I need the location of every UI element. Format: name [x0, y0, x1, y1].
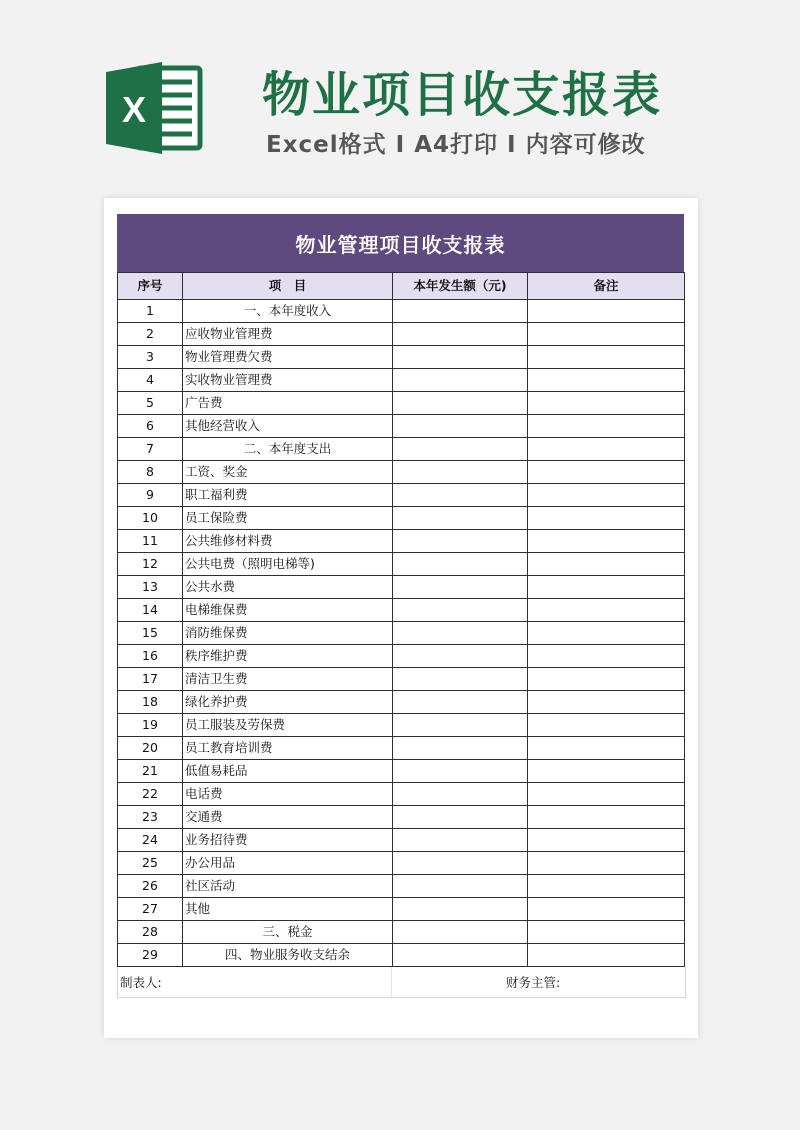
item-cell[interactable]: 办公用品 [183, 852, 393, 875]
item-cell[interactable]: 员工服装及劳保费 [183, 714, 393, 737]
item-cell[interactable]: 交通费 [183, 806, 393, 829]
remarks-cell[interactable] [528, 645, 685, 668]
item-cell[interactable]: 低值易耗品 [183, 760, 393, 783]
item-cell[interactable]: 公共水费 [183, 576, 393, 599]
remarks-cell[interactable] [528, 622, 685, 645]
amount-cell[interactable] [393, 760, 528, 783]
amount-cell[interactable] [393, 507, 528, 530]
amount-cell[interactable] [393, 438, 528, 461]
remarks-cell[interactable] [528, 392, 685, 415]
item-cell[interactable]: 业务招待费 [183, 829, 393, 852]
table-row [118, 829, 685, 852]
item-cell[interactable]: 秩序维护费 [183, 645, 393, 668]
remarks-cell[interactable] [528, 668, 685, 691]
row-number-cell[interactable]: 19 [118, 714, 183, 737]
item-cell[interactable]: 社区活动 [183, 875, 393, 898]
amount-cell[interactable] [393, 852, 528, 875]
item-cell[interactable]: 电梯维保费 [183, 599, 393, 622]
table-row [118, 461, 685, 484]
table-row [118, 553, 685, 576]
remarks-cell[interactable] [528, 875, 685, 898]
amount-cell[interactable] [393, 576, 528, 599]
table-row [118, 484, 685, 507]
column-header-item: 项 目 [183, 273, 393, 300]
report-title-band: 物业管理项目收支报表 [117, 214, 684, 272]
page-header [0, 0, 800, 200]
item-cell[interactable]: 公共电费（照明电梯等) [183, 553, 393, 576]
row-number-cell[interactable]: 20 [118, 737, 183, 760]
row-number-cell[interactable]: 2 [118, 323, 183, 346]
amount-cell[interactable] [393, 668, 528, 691]
remarks-cell[interactable] [528, 369, 685, 392]
table-row [118, 714, 685, 737]
row-number-cell[interactable]: 18 [118, 691, 183, 714]
supervisor-label: 财务主管: [506, 975, 561, 990]
table-row [118, 737, 685, 760]
remarks-cell[interactable] [528, 806, 685, 829]
row-number-cell[interactable]: 23 [118, 806, 183, 829]
remarks-cell[interactable] [528, 599, 685, 622]
row-number-cell[interactable]: 3 [118, 346, 183, 369]
remarks-cell[interactable] [528, 783, 685, 806]
row-number-cell[interactable]: 5 [118, 392, 183, 415]
row-number-cell[interactable]: 7 [118, 438, 183, 461]
item-cell[interactable]: 电话费 [183, 783, 393, 806]
row-number-cell[interactable]: 28 [118, 921, 183, 944]
item-cell[interactable]: 绿化养护费 [183, 691, 393, 714]
amount-cell[interactable] [393, 898, 528, 921]
table-row [118, 599, 685, 622]
remarks-cell[interactable] [528, 415, 685, 438]
amount-cell[interactable] [393, 300, 528, 323]
remarks-cell[interactable] [528, 714, 685, 737]
row-number-cell[interactable]: 15 [118, 622, 183, 645]
row-number-cell[interactable]: 16 [118, 645, 183, 668]
row-number-cell[interactable]: 26 [118, 875, 183, 898]
amount-cell[interactable] [393, 806, 528, 829]
row-number-cell[interactable]: 9 [118, 484, 183, 507]
item-cell[interactable]: 工资、奖金 [183, 461, 393, 484]
row-number-cell[interactable]: 27 [118, 898, 183, 921]
column-header-no: 序号 [118, 273, 183, 300]
amount-cell[interactable] [393, 921, 528, 944]
remarks-cell[interactable] [528, 553, 685, 576]
amount-cell[interactable] [393, 346, 528, 369]
section-item-cell[interactable]: 四、物业服务收支结余 [183, 944, 393, 967]
remarks-cell[interactable] [528, 576, 685, 599]
amount-cell[interactable] [393, 645, 528, 668]
table-row [118, 898, 685, 921]
remarks-cell[interactable] [528, 852, 685, 875]
section-item-cell[interactable]: 二、本年度支出 [183, 438, 393, 461]
page-title: 物业项目收支报表 [262, 67, 663, 123]
remarks-cell[interactable] [528, 921, 685, 944]
table-row [118, 921, 685, 944]
remarks-cell[interactable] [528, 507, 685, 530]
row-number-cell[interactable]: 13 [118, 576, 183, 599]
logo-letter: X [121, 89, 147, 130]
table-row [118, 392, 685, 415]
table-row [118, 622, 685, 645]
table-row [118, 944, 685, 967]
remarks-cell[interactable] [528, 300, 685, 323]
table-row [118, 875, 685, 898]
remarks-cell[interactable] [528, 898, 685, 921]
item-cell[interactable]: 物业管理费欠费 [183, 346, 393, 369]
row-number-cell[interactable]: 21 [118, 760, 183, 783]
preparer-label: 制表人: [120, 975, 162, 990]
column-header-remarks: 备注 [528, 273, 685, 300]
table-row [118, 645, 685, 668]
remarks-cell[interactable] [528, 829, 685, 852]
table-row [118, 507, 685, 530]
row-number-cell[interactable]: 17 [118, 668, 183, 691]
table-row [118, 783, 685, 806]
amount-cell[interactable] [393, 599, 528, 622]
amount-cell[interactable] [393, 369, 528, 392]
amount-cell[interactable] [393, 553, 528, 576]
remarks-cell[interactable] [528, 530, 685, 553]
item-cell[interactable]: 广告费 [183, 392, 393, 415]
remarks-cell[interactable] [528, 323, 685, 346]
excel-logo-icon [104, 58, 204, 158]
item-cell[interactable]: 其他经营收入 [183, 415, 393, 438]
amount-cell[interactable] [393, 944, 528, 967]
remarks-cell[interactable] [528, 484, 685, 507]
item-cell[interactable]: 其他 [183, 898, 393, 921]
table-row [118, 668, 685, 691]
amount-cell[interactable] [393, 461, 528, 484]
remarks-cell[interactable] [528, 438, 685, 461]
table-row [118, 323, 685, 346]
row-number-cell[interactable]: 6 [118, 415, 183, 438]
row-number-cell[interactable]: 8 [118, 461, 183, 484]
amount-cell[interactable] [393, 484, 528, 507]
item-cell[interactable]: 清洁卫生费 [183, 668, 393, 691]
table-row [118, 369, 685, 392]
row-number-cell[interactable]: 4 [118, 369, 183, 392]
item-cell[interactable]: 应收物业管理费 [183, 323, 393, 346]
table-row [118, 806, 685, 829]
item-cell[interactable]: 消防维保费 [183, 622, 393, 645]
row-number-cell[interactable]: 14 [118, 599, 183, 622]
remarks-cell[interactable] [528, 760, 685, 783]
remarks-cell[interactable] [528, 346, 685, 369]
amount-cell[interactable] [393, 415, 528, 438]
amount-cell[interactable] [393, 622, 528, 645]
row-number-cell[interactable]: 1 [118, 300, 183, 323]
table-row [118, 346, 685, 369]
table-row [118, 576, 685, 599]
row-number-cell[interactable]: 10 [118, 507, 183, 530]
remarks-cell[interactable] [528, 461, 685, 484]
table-row [118, 438, 685, 461]
table-header-row [118, 273, 685, 300]
amount-cell[interactable] [393, 783, 528, 806]
table-body [118, 300, 685, 967]
report-paper [104, 198, 698, 1038]
row-number-cell[interactable]: 24 [118, 829, 183, 852]
row-number-cell[interactable]: 12 [118, 553, 183, 576]
item-cell[interactable]: 实收物业管理费 [183, 369, 393, 392]
amount-cell[interactable] [393, 714, 528, 737]
remarks-cell[interactable] [528, 944, 685, 967]
item-cell[interactable]: 公共维修材料费 [183, 530, 393, 553]
item-cell[interactable]: 员工教育培训费 [183, 737, 393, 760]
row-number-cell[interactable]: 11 [118, 530, 183, 553]
table-row [118, 300, 685, 323]
table-row [118, 760, 685, 783]
footer-divider [391, 967, 392, 997]
amount-cell[interactable] [393, 829, 528, 852]
page-subtitle: Excel格式 I A4打印 I 内容可修改 [266, 132, 646, 158]
item-cell[interactable]: 职工福利费 [183, 484, 393, 507]
report-sheet [117, 214, 684, 998]
table-row [118, 530, 685, 553]
remarks-cell[interactable] [528, 691, 685, 714]
report-footer [117, 967, 686, 998]
table-row [118, 691, 685, 714]
amount-cell[interactable] [393, 530, 528, 553]
column-header-amount: 本年发生额（元) [393, 273, 528, 300]
row-number-cell[interactable]: 29 [118, 944, 183, 967]
amount-cell[interactable] [393, 875, 528, 898]
amount-cell[interactable] [393, 737, 528, 760]
row-number-cell[interactable]: 22 [118, 783, 183, 806]
table-row [118, 852, 685, 875]
remarks-cell[interactable] [528, 737, 685, 760]
item-cell[interactable]: 员工保险费 [183, 507, 393, 530]
amount-cell[interactable] [393, 392, 528, 415]
table-row [118, 415, 685, 438]
row-number-cell[interactable]: 25 [118, 852, 183, 875]
amount-cell[interactable] [393, 691, 528, 714]
section-item-cell[interactable]: 一、本年度收入 [183, 300, 393, 323]
report-table [117, 272, 685, 967]
amount-cell[interactable] [393, 323, 528, 346]
section-item-cell[interactable]: 三、税金 [183, 921, 393, 944]
